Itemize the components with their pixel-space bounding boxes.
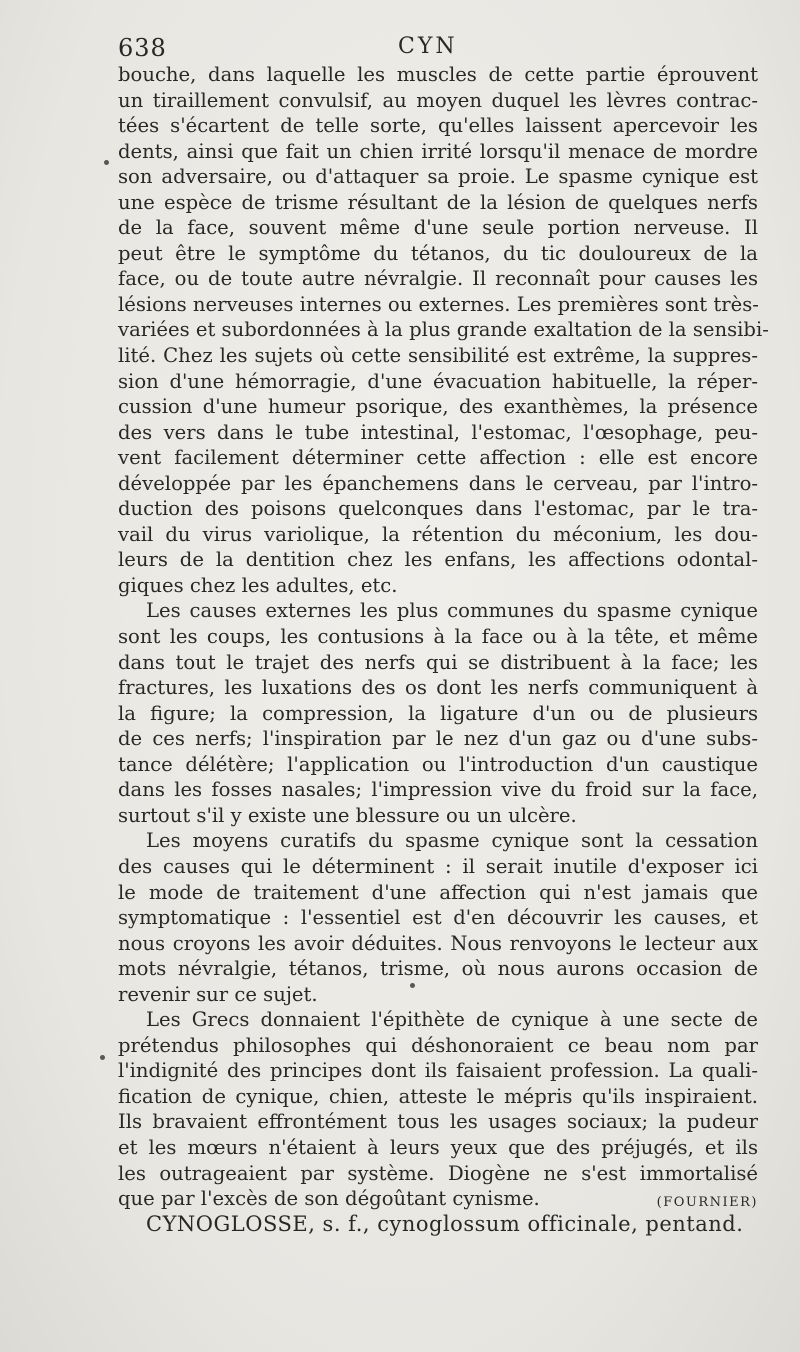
text-line: variées et subordonnées à la plus grande exaltation de la sensibi-	[118, 318, 769, 342]
paragraph-end-line: surtout s'il y existe une blessure ou un ulcère.	[118, 803, 577, 827]
text-line: et les mœurs n'étaient à leurs yeux que des préjugés, et ils	[118, 1135, 758, 1159]
text-line: vail du virus variolique, la rétention du méconium, les dou-	[118, 522, 758, 546]
paragraph-start-line: Les causes externes les plus communes du spasme cynique	[146, 599, 758, 623]
text-line: développée par les épanchemens dans le cerveau, par l'intro-	[118, 471, 758, 495]
text-line: duction des poisons quelconques dans l'estomac, par le tra-	[118, 497, 758, 521]
text-line: mots névralgie, tétanos, trisme, où nous aurons occasion de	[118, 957, 758, 981]
text-line: leurs de la dentition chez les enfans, les affections odontal-	[118, 548, 758, 572]
text-line: une espèce de trisme résultant de la lésion de quelques nerfs	[118, 190, 758, 214]
article-text	[118, 62, 769, 1237]
text-line: sion d'une hémorragie, d'une évacuation habituelle, la réper-	[118, 369, 758, 393]
text-line: fractures, les luxations des os dont les nerfs communiquent à	[118, 676, 758, 700]
text-line: de ces nerfs; l'inspiration par le nez d'un gaz ou d'une subs-	[118, 727, 758, 751]
page-number: 638	[118, 34, 167, 62]
text-line: Ils bravaient effrontément tous les usages sociaux; la pudeur	[118, 1110, 758, 1134]
text-line: dans tout le trajet des nerfs qui se distribuent à la face; les	[118, 650, 758, 674]
ink-speck	[100, 1055, 105, 1060]
text-line: l'indignité des principes dont ils faisaient profession. La quali-	[118, 1059, 758, 1083]
ink-speck	[410, 983, 415, 988]
text-line: tées s'écartent de telle sorte, qu'elles laissent apercevoir les	[118, 114, 758, 138]
text-line: peut être le symptôme du tétanos, du tic douloureux de la	[118, 241, 758, 265]
text-line: lité. Chez les sujets où cette sensibilité est extrême, la suppres-	[118, 344, 758, 368]
text-line: face, ou de toute autre névralgie. Il reconnaît pour causes les	[118, 267, 758, 291]
text-line: lésions nerveuses internes ou externes. Les premières sont très-	[118, 292, 759, 316]
text-line: de la face, souvent même d'une seule portion nerveuse. Il	[118, 216, 758, 240]
text-line: fication de cynique, chien, atteste le mépris qu'ils inspiraient.	[118, 1084, 758, 1108]
text-line: le mode de traitement d'une affection qui n'est jamais que	[118, 880, 758, 904]
text-line: des causes qui le déterminent : il serait inutile d'exposer ici	[118, 854, 758, 878]
page-header	[118, 30, 758, 66]
text-line: dents, ainsi que fait un chien irrité lorsqu'il menace de mordre	[118, 139, 758, 163]
text-line: cussion d'une humeur psorique, des exanthèmes, la présence	[118, 395, 758, 419]
text-line: tance délétère; l'application ou l'introduction d'un caustique	[118, 752, 758, 776]
ink-speck	[104, 160, 109, 165]
text-line: sont les coups, les contusions à la face ou à la tête, et même	[118, 625, 758, 649]
text-line: bouche, dans laquelle les muscles de cette partie éprouvent	[118, 63, 758, 86]
closing-text: que par l'excès de son dégoûtant cynisme.	[118, 1187, 540, 1211]
entry-headword: CYNOGLOSSE	[146, 1211, 309, 1236]
running-head: CYN	[398, 34, 458, 59]
text-line: dans les fosses nasales; l'impression vive du froid sur la face,	[118, 778, 758, 802]
text-line: vent facilement déterminer cette affection : elle est encore	[118, 446, 758, 470]
text-line: nous croyons les avoir déduites. Nous renvoyons le lecteur aux	[118, 931, 758, 955]
text-line: les outrageaient par système. Diogène ne s'est immortalisé	[118, 1161, 758, 1185]
paragraph-end-line: revenir sur ce sujet.	[118, 982, 318, 1006]
closing-line	[118, 1186, 758, 1212]
text-line: son adversaire, ou d'attaquer sa proie. Le spasme cynique est	[118, 165, 758, 189]
paragraph-start-line: Les Grecs donnaient l'épithète de cynique à une secte de	[146, 1008, 758, 1032]
text-line: prétendus philosophes qui déshonoraient ce beau nom par	[118, 1033, 758, 1057]
text-line: des vers dans le tube intestinal, l'estomac, l'œsophage, peu-	[118, 420, 758, 444]
entry-definition: , s. f., cynoglossum officinale, pentand.	[308, 1211, 744, 1236]
text-line: un tiraillement convulsif, au moyen duquel les lèvres contrac-	[118, 88, 758, 112]
author-signature: (FOURNIER)	[656, 1195, 758, 1211]
text-line: la figure; la compression, la ligature d'un ou de plusieurs	[118, 701, 758, 725]
paragraph-start-line: Les moyens curatifs du spasme cynique sont la cessation	[146, 829, 758, 853]
text-line: symptomatique : l'essentiel est d'en découvrir les causes, et	[118, 906, 758, 930]
next-entry-line	[118, 1212, 758, 1238]
paragraph-end-line: giques chez les adultes, etc.	[118, 573, 398, 597]
